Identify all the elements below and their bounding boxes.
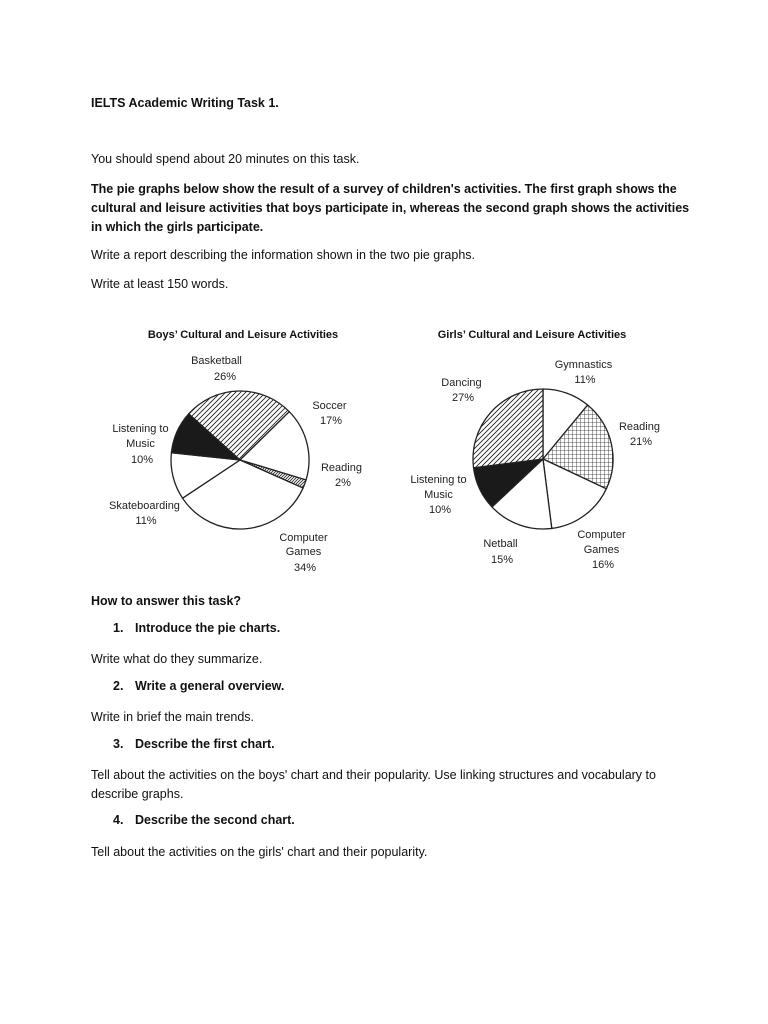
step-4-detail: Tell about the activities on the girls' chart and their popularity. <box>91 845 428 859</box>
step-number: 1. <box>113 621 124 635</box>
boys-label-soccer: Soccer 17% <box>312 400 347 427</box>
time-note: You should spend about 20 minutes on this task. <box>91 152 360 166</box>
step-number: 3. <box>113 737 124 751</box>
boys-label-computer-games: Computer Games 34% <box>279 532 328 574</box>
guide-heading: How to answer this task? <box>91 594 242 608</box>
girls-label-dancing: Dancing 27% <box>441 377 482 404</box>
girls-label-netball: Netball 15% <box>483 538 518 566</box>
boys-label-reading: Reading 2% <box>320 462 362 489</box>
step-1 <box>113 621 280 635</box>
step-title: Introduce the pie charts. <box>135 621 281 635</box>
step-1-detail: Write what do they summarize. <box>91 652 263 666</box>
step-2-detail: Write in brief the main trends. <box>91 710 255 724</box>
step-title: Write a general overview. <box>135 679 285 693</box>
step-title: Describe the second chart. <box>135 813 295 827</box>
step-2 <box>113 679 284 693</box>
task-prompt: The pie graphs below show the result of a survey of children's activities. The first graph shows the cultural and leisure activities that boys participate in, whereas the second graph shows the activities in which the girls participate. <box>91 182 690 234</box>
boys-chart-title: Boys’ Cultural and Leisure Activities <box>147 329 339 341</box>
boys-label-listening-to-music: Listening to Music 10% <box>112 423 169 466</box>
word-count-note: Write at least 150 words. <box>91 277 229 291</box>
boys-label-basketball: Basketball 26% <box>191 355 242 383</box>
boys-label-skateboarding: Skateboarding 11% <box>108 500 180 527</box>
step-title: Describe the first chart. <box>135 737 275 751</box>
step-3 <box>113 737 275 751</box>
step-3-detail: Tell about the activities on the boys' chart and their popularity. Use linking structures and vocabulary to describe graphs. <box>91 768 656 801</box>
girls-chart-title: Girls’ Cultural and Leisure Activities <box>437 329 627 341</box>
girls-label-computer-games: Computer Games 16% <box>577 529 626 571</box>
girls-slice-dancing <box>473 389 543 468</box>
step-number: 4. <box>113 813 124 827</box>
girls-label-gymnastics: Gymnastics 11% <box>554 359 613 386</box>
girls-label-listening-to-music: Listening to Music 10% <box>410 474 467 516</box>
pie-charts-figure <box>0 318 768 588</box>
step-4 <box>113 813 295 827</box>
page-title: IELTS Academic Writing Task 1. <box>91 96 279 110</box>
task-instruction: Write a report describing the information shown in the two pie graphs. <box>91 248 475 262</box>
step-number: 2. <box>113 679 124 693</box>
girls-label-reading: Reading 21% <box>618 421 660 448</box>
